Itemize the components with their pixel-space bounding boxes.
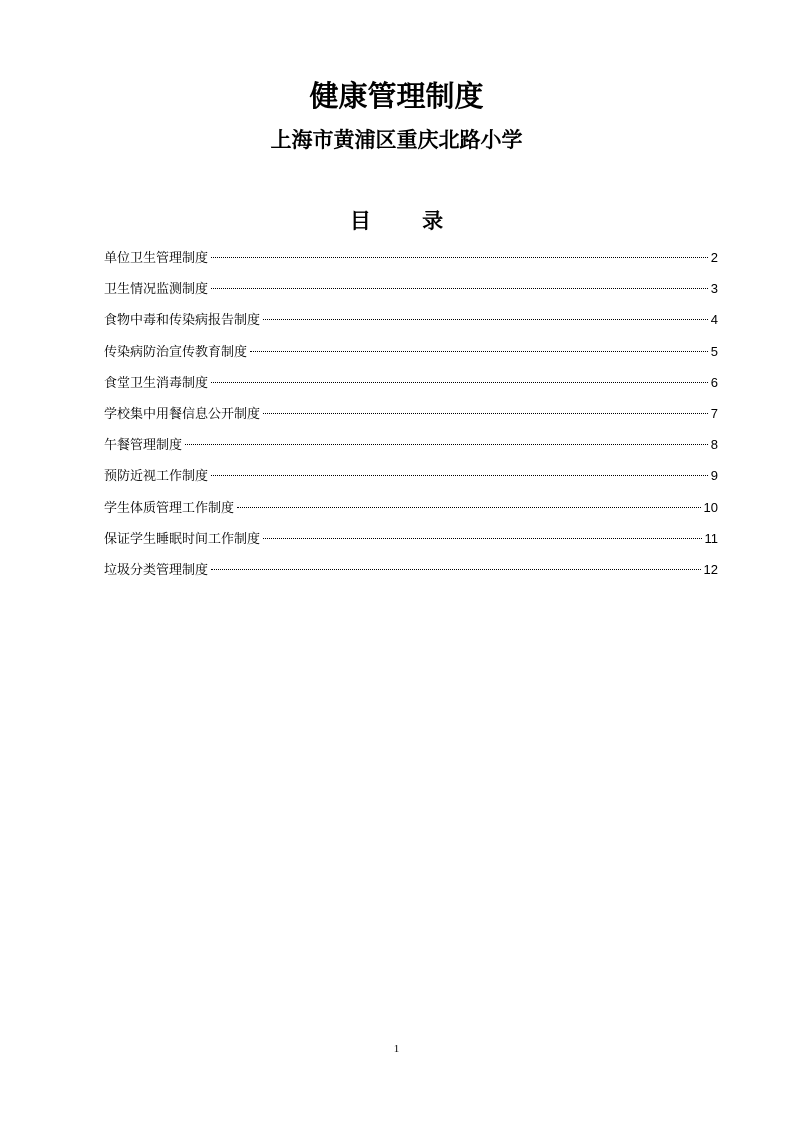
- toc-entry-label: 食堂卫生消毒制度: [104, 375, 209, 391]
- toc-entry-page: 9: [710, 468, 718, 484]
- toc-entry[interactable]: [104, 404, 718, 435]
- document-title: 健康管理制度: [309, 79, 484, 113]
- toc-entry-page: 4: [710, 312, 718, 328]
- toc-entry[interactable]: [104, 373, 718, 404]
- toc-entry[interactable]: [104, 529, 718, 560]
- toc-heading: 目 录: [349, 209, 466, 233]
- toc-entry-page: 5: [710, 343, 718, 359]
- toc-entry-page: 3: [710, 281, 718, 297]
- toc-entry[interactable]: [104, 498, 718, 529]
- toc-entry-label: 单位卫生管理制度: [104, 251, 209, 266]
- toc-dot-leader: [263, 538, 701, 539]
- toc-dot-leader: [237, 507, 701, 508]
- toc-entry[interactable]: [104, 560, 718, 591]
- toc-dot-leader: [185, 444, 708, 445]
- toc-entry-page: 6: [710, 374, 718, 390]
- toc-entry[interactable]: [104, 435, 718, 466]
- toc-dot-leader: [211, 288, 708, 289]
- toc-entry[interactable]: [104, 248, 718, 279]
- toc-entry[interactable]: [104, 279, 718, 310]
- toc-entry[interactable]: [104, 466, 718, 497]
- toc-dot-leader: [263, 319, 708, 320]
- toc-entry-label: 学生体质管理工作制度: [104, 500, 235, 516]
- toc-entry[interactable]: [104, 342, 718, 373]
- toc-dot-leader: [211, 257, 708, 258]
- toc-entry-label: 保证学生睡眠时间工作制度: [104, 531, 261, 547]
- toc-entry-page: 2: [710, 250, 718, 265]
- toc-entry-page: 10: [703, 499, 718, 515]
- toc-dot-leader: [211, 382, 708, 383]
- toc-entry-page: 11: [704, 530, 718, 546]
- toc-entry-label: 卫生情况监测制度: [104, 282, 209, 298]
- toc-entry-label: 午餐管理制度: [104, 438, 183, 454]
- toc-dot-leader: [263, 413, 708, 414]
- toc-entry-label: 学校集中用餐信息公开制度: [104, 406, 261, 422]
- toc-entry-page: 8: [710, 437, 718, 453]
- toc-dot-leader: [250, 351, 708, 352]
- toc-entry-label: 食物中毒和传染病报告制度: [104, 313, 261, 329]
- toc-entry[interactable]: [104, 310, 718, 341]
- toc-entry-page: 12: [703, 561, 718, 577]
- toc-entry-label: 垃圾分类管理制度: [104, 562, 209, 578]
- toc-dot-leader: [211, 569, 701, 570]
- toc-entry-label: 传染病防治宣传教育制度: [104, 344, 248, 360]
- toc-entry-page: 7: [710, 405, 718, 421]
- toc-entry-label: 预防近视工作制度: [104, 469, 209, 485]
- document-subtitle: 上海市黄浦区重庆北路小学: [270, 128, 523, 152]
- page-number: 1: [393, 1043, 400, 1055]
- table-of-contents: [104, 248, 718, 591]
- toc-dot-leader: [211, 475, 708, 476]
